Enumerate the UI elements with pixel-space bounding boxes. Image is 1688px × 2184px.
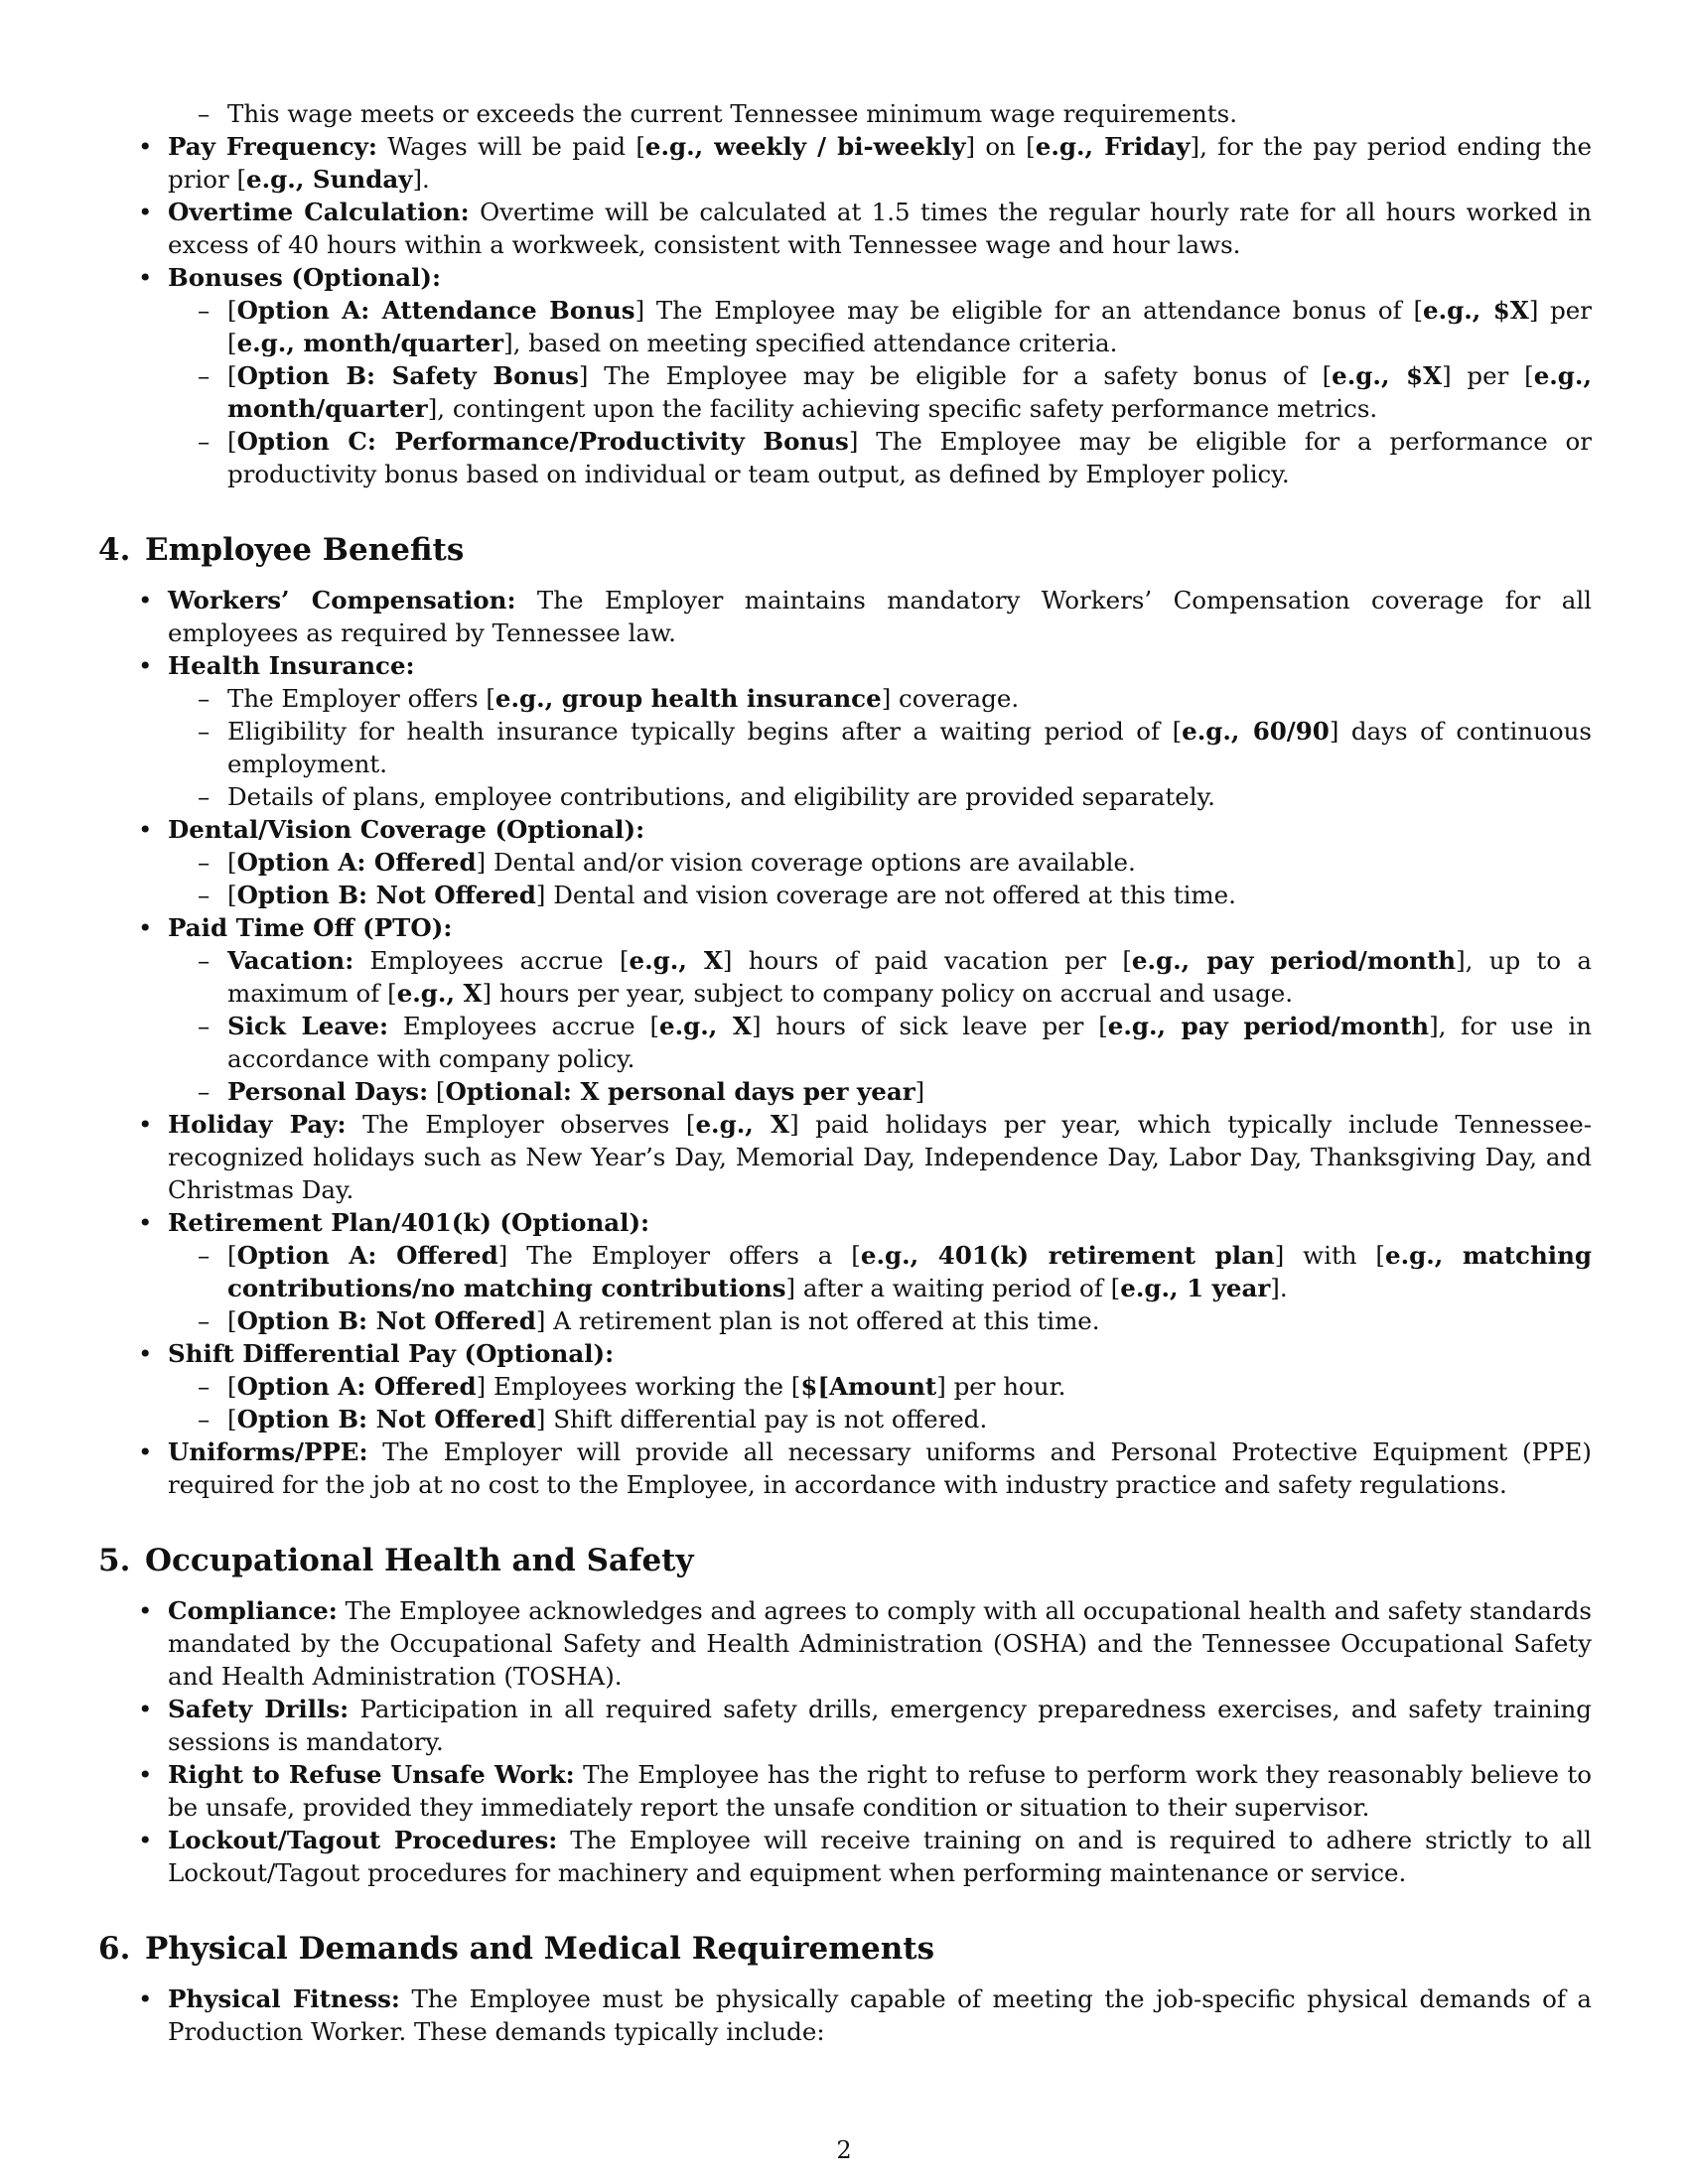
list-item: – Eligibility for health insurance typically begins after a waiting period of [e.g., 60/90] days of continuous employment. — [168, 715, 1592, 780]
bonus-option-a: – [Option A: Attendance Bonus] The Employee may be eligible for an attendance bonus of [e.g., $X] per [e.g., month/quarter], based on meeting specified attendance criteria. — [168, 294, 1592, 359]
vacation-item: – Vacation: Employees accrue [e.g., X] hours of paid vacation per [e.g., pay period/month], up to a maximum of [e.g., X] hours per year, subject to company policy on accrual and usage. — [168, 944, 1592, 1010]
list-item: – The Employer offers [e.g., group health insurance] coverage. — [168, 682, 1592, 715]
document-page — [98, 97, 1592, 2048]
compliance-item: • Compliance: The Employee acknowledges and agrees to comply with all occupational health and safety standards mandated by the Occupational Safety and Health Administration (OSHA) and the Tennessee Occupational Safety and Health Administration (TOSHA). — [98, 1594, 1592, 1693]
section-6-list — [98, 1982, 1592, 2048]
pto-item: • Paid Time Off (PTO): – Vacation: Employees accrue [e.g., X] hours of paid vacation per [e.g., pay period/month], up to a maximum of [e.g., X] hours per year, subject to company policy on accrual and usage. – Sick Leave: Employees accrue [e.g., X] hours of sick leave per [e.g., pay period/month], for use in accordance with company policy. – Personal Days: [Optional: X personal days per year] — [98, 911, 1592, 1108]
bonuses-label: Bonuses (Optional): — [168, 263, 442, 292]
holiday-pay-item: • Holiday Pay: The Employer observes [e.g., X] paid holidays per year, which typically include Tennessee-recognized holidays such as New Year’s Day, Memorial Day, Independence Day, Labor Day, Thanksgiving Day, and Christmas Day. — [98, 1108, 1592, 1206]
bonus-option-c: – [Option C: Performance/Productivity Bonus] The Employee may be eligible for a performance or productivity bonus based on individual or team output, as defined by Employer policy. — [168, 425, 1592, 490]
safety-drills-item: • Safety Drills: Participation in all required safety drills, emergency preparedness exercises, and safety training sessions is mandatory. — [98, 1693, 1592, 1758]
list-item: – [Option B: Not Offered] Shift differential pay is not offered. — [168, 1403, 1592, 1435]
sick-leave-item: – Sick Leave: Employees accrue [e.g., X] hours of sick leave per [e.g., pay period/month], for use in accordance with company policy. — [168, 1010, 1592, 1075]
uniforms-item: • Uniforms/PPE: The Employer will provide all necessary uniforms and Personal Protective Equipment (PPE) required for the job at no cost to the Employee, in accordance with industry practice and safety regulations. — [98, 1435, 1592, 1501]
list-item: – [Option A: Offered] The Employer offers a [e.g., 401(k) retirement plan] with [e.g., matching contributions/no matching contributions] after a waiting period of [e.g., 1 year]. — [168, 1239, 1592, 1304]
list-item: – [Option A: Offered] Dental and/or vision coverage options are available. — [168, 846, 1592, 879]
list-item — [98, 97, 1592, 130]
retirement-item: • Retirement Plan/401(k) (Optional): – [Option A: Offered] The Employer offers a [e.g., 401(k) retirement plan] with [e.g., matching contributions/no matching contributions] after a waiting period of [e.g., 1 year]. – [Option B: Not Offered] A retirement plan is not offered at this time. — [98, 1206, 1592, 1337]
page-number: 2 — [836, 2136, 852, 2164]
health-sublist — [168, 682, 1592, 813]
bonus-option-b: – [Option B: Safety Bonus] The Employee may be eligible for a safety bonus of [e.g., $X] per [e.g., month/quarter], contingent upon the facility achieving specific safety performance metrics. — [168, 359, 1592, 425]
list-item: – Details of plans, employee contributions, and eligibility are provided separately. — [168, 780, 1592, 813]
shift-differential-item: • Shift Differential Pay (Optional): – [Option A: Offered] Employees working the [$[Amount] per hour. – [Option B: Not Offered] Shift differential pay is not offered. — [98, 1337, 1592, 1435]
list-item: – [Option B: Not Offered] A retirement plan is not offered at this time. — [168, 1304, 1592, 1337]
section-4-list — [98, 584, 1592, 1501]
retirement-sublist — [168, 1239, 1592, 1337]
sublist — [98, 97, 1592, 130]
shift-sublist — [168, 1370, 1592, 1435]
section-5-heading: 5. Occupational Health and Safety — [98, 1543, 694, 1578]
section-6-heading: 6. Physical Demands and Medical Requirements — [98, 1931, 935, 1967]
wage-list — [98, 97, 1592, 490]
pay-frequency-item: • Pay Frequency: Wages will be paid [e.g., weekly / bi-weekly] on [e.g., Friday], for the pay period ending the prior [e.g., Sunday]. — [98, 130, 1592, 196]
list-item: – [Option B: Not Offered] Dental and vision coverage are not offered at this time. — [168, 879, 1592, 911]
bonuses-item — [98, 261, 1592, 490]
pto-sublist — [168, 944, 1592, 1108]
list-item: – [Option A: Offered] Employees working the [$[Amount] per hour. — [168, 1370, 1592, 1403]
section-4-heading: 4. Employee Benefits — [98, 532, 465, 568]
refuse-unsafe-work-item: • Right to Refuse Unsafe Work: The Employee has the right to refuse to perform work they reasonably believe to be unsafe, provided they immediately report the unsafe condition or situation to their supervisor. — [98, 1758, 1592, 1824]
dental-sublist — [168, 846, 1592, 911]
dental-vision-item: • Dental/Vision Coverage (Optional): – [Option A: Offered] Dental and/or vision coverage options are available. – [Option B: Not Offered] Dental and vision coverage are not offered at this time. — [98, 813, 1592, 911]
workers-comp-item: • Workers’ Compensation: The Employer maintains mandatory Workers’ Compensation coverage for all employees as required by Tennessee law. — [98, 584, 1592, 649]
overtime-item: • Overtime Calculation: Overtime will be calculated at 1.5 times the regular hourly rate for all hours worked in excess of 40 hours within a workweek, consistent with Tennessee wage and hour laws. — [98, 196, 1592, 261]
section-5-list — [98, 1594, 1592, 1889]
physical-fitness-item: • Physical Fitness: The Employee must be physically capable of meeting the job-specific physical demands of a Production Worker. These demands typically include: — [98, 1982, 1592, 2048]
lockout-tagout-item: • Lockout/Tagout Procedures: The Employee will receive training on and is required to adhere strictly to all Lockout/Tagout procedures for machinery and equipment when performing maintenance or service. — [98, 1824, 1592, 1889]
personal-days-item: – Personal Days: [Optional: X personal days per year] — [168, 1075, 1592, 1108]
bonuses-sublist — [168, 294, 1592, 490]
wage-note: – This wage meets or exceeds the current Tennessee minimum wage requirements. — [168, 97, 1592, 130]
health-insurance-item: • Health Insurance: – The Employer offers [e.g., group health insurance] coverage. – Eligibility for health insurance typically begins after a waiting period of [e.g., 60/90] days of continuous employment. – Details of plans, employee contributions, and eligibility are provided separately. — [98, 649, 1592, 813]
pay-frequency-label: Pay Frequency: — [168, 132, 377, 161]
overtime-label: Overtime Calculation: — [168, 198, 470, 226]
